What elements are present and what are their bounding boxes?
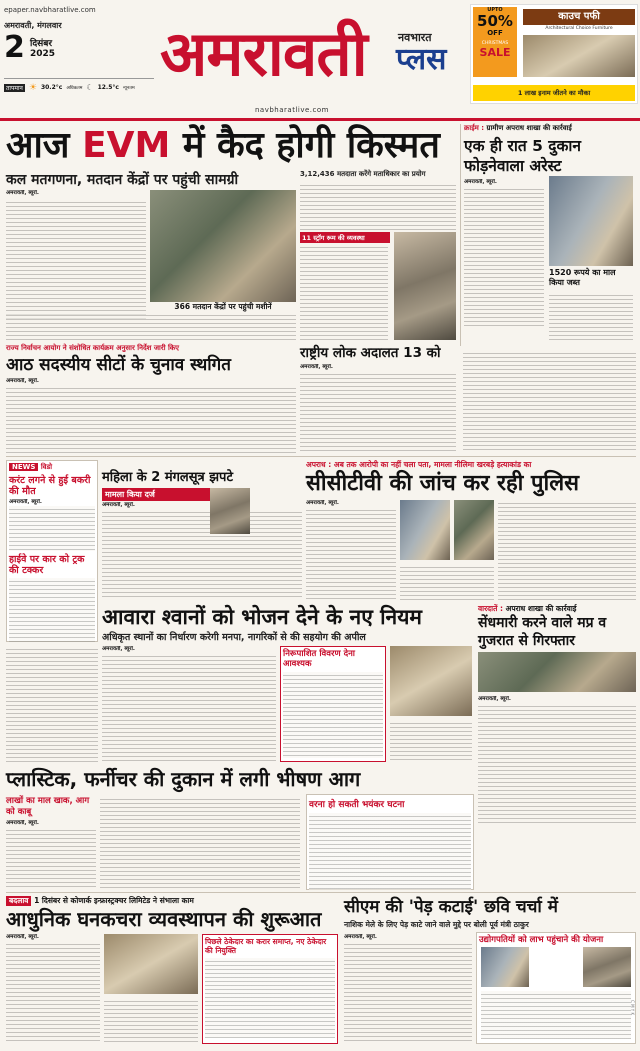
cctv-dateline: अमरावती, ब्यूरो. [306, 500, 339, 506]
waste-kicker-row [6, 896, 336, 906]
crime-continued [463, 350, 636, 452]
strongroom-box-text [300, 244, 388, 342]
mahila-headline: महिला के 2 मंगलसूत्र झपटे [102, 470, 233, 485]
cm-dateline: अमरावती, ब्यूरो. [344, 934, 377, 940]
ad-badge [473, 7, 517, 77]
ad-furniture-image [523, 35, 635, 77]
lead-dateline: अमरावती, ब्यूरो. [6, 190, 39, 196]
mahila-body [102, 502, 302, 600]
waste-body [6, 934, 100, 1044]
dogs-dateline: अमरावती, ब्यूरो. [102, 646, 135, 652]
strongroom-box-head: 11 स्ट्रॉग रूम की व्यवस्था [300, 232, 390, 243]
cctv-photo-1 [400, 500, 450, 560]
crime-headline: एक ही रात 5 दुकान फोड़नेवाला अरेस्ट [464, 137, 582, 175]
lead-body-left [6, 190, 146, 320]
crime-kicker-row: क्राईम : ग्रामीण अपराध शाखा की कार्रवाई [464, 124, 572, 132]
cm-photo-1 [481, 947, 529, 987]
waste-body-2 [104, 998, 198, 1044]
fire-sub: लाखों का माल खाक, आग को काबू [6, 796, 90, 817]
news-label-row [9, 463, 95, 472]
news-left-continued [6, 646, 98, 762]
city-day: अमरावती, मंगलवार [4, 21, 62, 30]
ad-sale: SALE [479, 46, 511, 59]
election-kicker: राज्य निर्वाचन आयोग ने संशोधित कार्यक्रम अनुसार निर्देश जारी किए [6, 344, 180, 352]
cctv-kicker: अब तक आरोपी का नहीं चला पता, मामला नीलिमा खरबड़े हत्याकांड का [333, 460, 532, 469]
waste-headline: आधुनिक घनकचरा व्यवस्थापन की शुरूआत [6, 907, 322, 931]
cctv-body-bottom [400, 564, 494, 600]
crime-body-right [549, 292, 633, 342]
lok-adalat-headline: राष्ट्रीय लोक अदालत 13 को [300, 345, 441, 361]
dogs-body [102, 646, 276, 762]
crime-photo [549, 176, 633, 266]
burglary-dateline: अमरावती, ब्यूरो. [478, 696, 511, 702]
lead-headline-evm: EVM [82, 125, 171, 166]
masthead-bar [0, 0, 640, 118]
waste-photo [104, 934, 198, 994]
date-month: दिसंबर [30, 39, 53, 49]
election-body [6, 378, 296, 454]
temp-max-label: अधिकतम [66, 85, 83, 91]
temp-max: 30.2°c [40, 84, 63, 91]
section-divider-1 [6, 456, 636, 457]
burglary-kicker: अपराध शाखा की कार्रवाई [505, 604, 577, 613]
moon-icon: ☾ [86, 83, 94, 92]
ad-upto: UPTO [487, 7, 503, 13]
masthead-title: अमरावती [160, 17, 367, 90]
waste-kicker: 1 दिसंबर से कोणार्क इन्फ्रास्ट्रक्चर लिमिटेड ने संभाला काम [34, 896, 194, 905]
dogs-box [280, 646, 386, 762]
cctv-label: अपराध [306, 460, 326, 469]
cmyk-marker: C M Y K [630, 1000, 635, 1016]
mahila-sub: मामला किया दर्ज [102, 488, 212, 501]
lead-body-bottom [6, 312, 296, 342]
burglary-headline: सेंधमारी करने वाले मप्र व गुजरात से गिरफ्तार [478, 615, 607, 649]
cm-photo-2 [583, 947, 631, 987]
cctv-headline: सीसीटीवी की जांच कर रही पुलिस [306, 471, 579, 496]
waste-dateline: अमरावती, ब्यूरो. [6, 934, 39, 940]
news-box [6, 460, 98, 642]
ad-brand-sub: Architectural Choice Furniture [545, 26, 613, 31]
crime-label: क्राईम [464, 124, 479, 132]
lok-adalat-body [300, 364, 456, 452]
cctv-photo-2 [454, 500, 494, 560]
lead-headline [6, 124, 446, 168]
news-h1: करंट लगने से हुई बकरी की मौत [9, 475, 91, 497]
sun-icon: ☀ [28, 82, 37, 93]
crime-kicker: ग्रामीण अपराध शाखा की कार्रवाई [486, 124, 572, 132]
mahila-dateline: अमरावती, ब्यूरो. [102, 502, 135, 508]
burglary-label: वारदातें [478, 604, 498, 613]
waste-label: बदलाव [6, 896, 31, 906]
cm-box-text [481, 991, 631, 1039]
cctv-body-right [498, 500, 636, 600]
website[interactable]: navbharatlive.com [255, 106, 329, 114]
dogs-subhead: अधिकृत स्थानों का निर्धारण करेगी मनपा, नागरिकों से की सहयोग की अपील [102, 632, 366, 643]
cm-subhead: नाशिक मेले के लिए पेड़ काटे जाने वाले मुद्दे पर बोली पूर्व मंत्री ठाकुर [344, 920, 529, 929]
burglary-photo [478, 652, 636, 692]
temp-min-label: न्यूनतम [122, 85, 135, 91]
ad-footer: 1 लाख इनाम जीतने का मौका [473, 85, 635, 101]
temp-min: 12.5°c [97, 84, 119, 91]
fire-box [306, 794, 474, 890]
election-headline: आठ सदस्यीय सीटों के चुनाव स्थगित [6, 355, 231, 375]
burglary-body [478, 696, 636, 826]
date-year: 2025 [30, 49, 56, 59]
crime-dateline: अमरावती, ब्यूरो. [464, 179, 497, 185]
cm-headline: सीएम की 'पेड़ कटाई' छवि चर्चा में [344, 897, 558, 917]
ad-pct: 50% [477, 12, 513, 30]
weather-strip [4, 78, 154, 96]
furniture-ad[interactable] [470, 4, 638, 104]
navbharat-small: नवभारत [398, 31, 432, 44]
epaper-url[interactable]: epaper.navbharatlive.com [4, 6, 96, 14]
fire-body-2 [100, 796, 300, 890]
ad-christmas: CHRISTMAS [481, 41, 509, 46]
weather-label: तापमान [6, 84, 23, 92]
cctv-kicker-row: अपराध : अब तक आरोपी का नहीं चला पता, मामला नीलिमा खरबड़े हत्याकांड का [306, 460, 532, 469]
header-divider [0, 118, 640, 121]
news-label: NEWS [9, 463, 38, 471]
lead-headline-a: आज [6, 125, 70, 166]
election-dateline: अमरावती, ब्यूरो. [6, 378, 39, 384]
news-video: विडो [40, 463, 53, 471]
ad-off: OFF [487, 29, 503, 37]
lok-adalat-dateline: अमरावती, ब्यूरो. [300, 364, 333, 370]
fire-body [6, 820, 96, 890]
fire-headline: प्लास्टिक, फर्नीचर की दुकान में लगी भीषण आग [6, 767, 361, 791]
lead-photo [150, 190, 296, 302]
news-body-2 [9, 578, 95, 642]
fire-box-head: वरना हो सकती भयंकर घटना [309, 800, 405, 810]
lead-body-text [6, 199, 146, 320]
lead-side-bullets [300, 182, 456, 230]
dogs-headline: आवारा श्वानों को भोजन देने के नए नियम [102, 605, 422, 629]
lead-photo-caption: 366 मतदान केंद्रों पर पहुंची मशीनें [174, 302, 272, 311]
crime-body [464, 179, 544, 329]
waste-box-head: पिछले ठेकेदार का करार समाप्त, नए ठेकेदार की नियुक्ति [205, 937, 327, 955]
cm-body [344, 934, 472, 1044]
crime-caption: 1520 रूपये का माल किया जब्त [549, 268, 616, 287]
burglary-kicker-row: वारदातें : अपराध शाखा की कार्रवाई [478, 604, 577, 613]
cm-box [476, 932, 636, 1044]
cctv-body [306, 500, 396, 600]
section-divider-2 [6, 892, 636, 893]
news-h2: हाईवे पर कार को ट्रक की टक्कर [9, 554, 85, 576]
news-dateline: अमरावती, ब्यूरो. [9, 499, 42, 505]
lead-subhead: कल मतगणना, मतदान केंद्रों पर पहुंची सामग्री [6, 172, 239, 188]
dogs-photo [390, 646, 472, 716]
waste-box [202, 934, 338, 1044]
ad-brand: काउच पफी [523, 9, 635, 25]
cm-box-head: उद्योगपतियों को लाभ पहुंचाने की योजना [479, 935, 604, 945]
dogs-box-head: निरूपाशित विवरण देना आवश्यक [283, 649, 356, 669]
lead-headline-c: में कैद होगी किस्मत [182, 125, 440, 166]
mahila-photo [210, 488, 250, 534]
news-body-1 [9, 499, 95, 551]
officials-photo [394, 232, 456, 340]
fire-dateline: अमरावती, ब्यूरो. [6, 820, 39, 826]
crime-column [460, 124, 636, 346]
dogs-body-right [390, 720, 472, 762]
navbharat-plus: प्लस [396, 42, 447, 77]
lead-side-head: 3,12,436 मतदाता करेंगे मताधिकार का प्रयोग [300, 170, 426, 178]
date-number: 2 [4, 30, 25, 65]
